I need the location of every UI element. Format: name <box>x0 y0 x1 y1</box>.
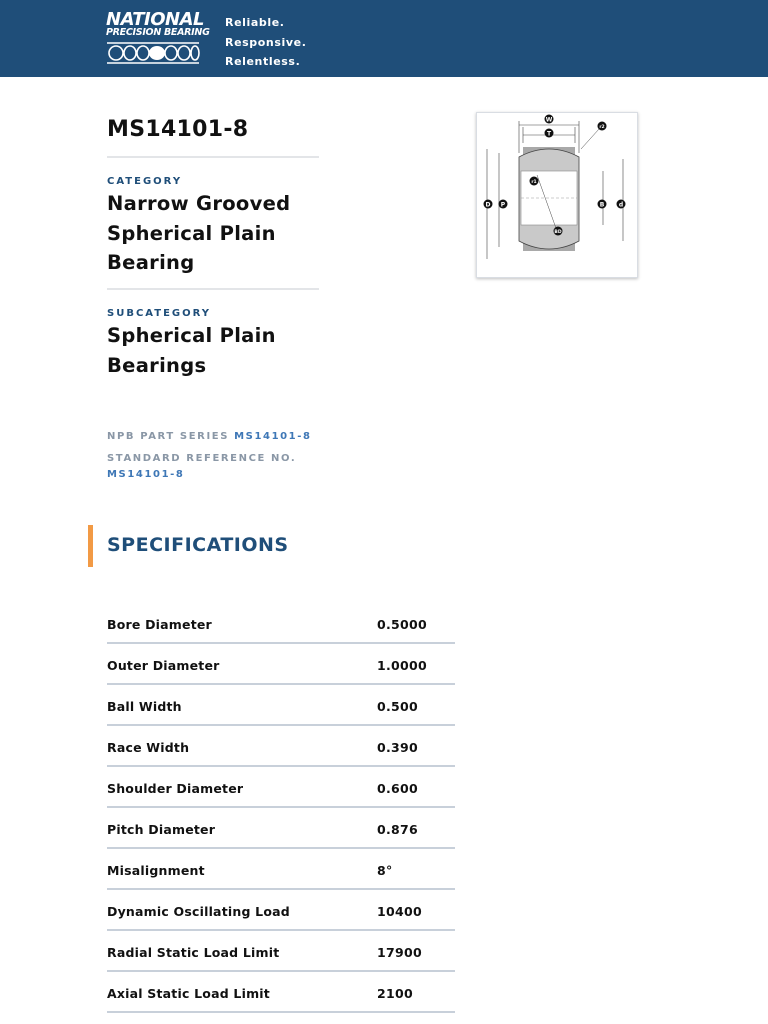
category-value: Narrow Grooved Spherical Plain Bearing <box>107 192 291 274</box>
category-label: CATEGORY <box>107 176 183 187</box>
bearing-diagram <box>476 112 638 278</box>
page-title: MS14101-8 <box>107 117 249 142</box>
tagline-relentless: Relentless. <box>225 55 301 68</box>
diagram-label-r1: r1 <box>531 180 537 185</box>
part-series-line <box>107 431 312 442</box>
part-series-link[interactable]: MS14101-8 <box>234 431 312 442</box>
part-series-label: NPB PART SERIES <box>107 431 229 442</box>
section-accent-bar <box>88 525 93 567</box>
spec-value: 1.0000 <box>377 658 428 673</box>
spec-label: Radial Static Load Limit <box>107 945 280 960</box>
tagline-responsive: Responsive. <box>225 36 307 49</box>
subcategory-value: Spherical Plain Bearings <box>107 324 276 377</box>
divider <box>107 288 319 290</box>
spec-label: Dynamic Oscillating Load <box>107 904 290 919</box>
spec-value: 0.500 <box>377 699 419 714</box>
site-header <box>0 0 768 77</box>
bearing-logo-icon <box>107 41 201 65</box>
table-row <box>107 685 455 726</box>
spec-value: 10400 <box>377 904 422 919</box>
spec-value: 0.600 <box>377 781 419 796</box>
table-row <box>107 603 455 644</box>
table-row <box>107 726 455 767</box>
spec-value: 0.5000 <box>377 617 428 632</box>
spec-label: Bore Diameter <box>107 617 212 632</box>
spec-label: Pitch Diameter <box>107 822 216 837</box>
diagram-label-w: W <box>545 116 553 124</box>
table-row <box>107 767 455 808</box>
spec-value: 8° <box>377 863 393 878</box>
table-row <box>107 972 455 1013</box>
table-row <box>107 808 455 849</box>
diagram-label-d-outer: D <box>485 201 491 209</box>
standard-ref-label: STANDARD REFERENCE NO. <box>107 453 297 464</box>
brand-logo[interactable] <box>106 11 210 67</box>
table-row <box>107 931 455 972</box>
table-row <box>107 849 455 890</box>
specifications-heading: SPECIFICATIONS <box>107 534 289 556</box>
diagram-label-r2: r2 <box>599 125 605 130</box>
spec-label: Axial Static Load Limit <box>107 986 270 1001</box>
spec-value: 17900 <box>377 945 422 960</box>
logo-wordmark: NATIONAL <box>106 9 205 30</box>
logo-subwordmark: PRECISION BEARING <box>106 27 210 38</box>
spec-label: Outer Diameter <box>107 658 220 673</box>
standard-ref-link[interactable]: MS14101-8 <box>107 469 185 480</box>
spec-label: Misalignment <box>107 863 205 878</box>
bearing-cross-section-drawing <box>477 113 637 277</box>
diagram-label-t: T <box>546 130 552 138</box>
spec-value: 2100 <box>377 986 413 1001</box>
spec-value: 0.390 <box>377 740 419 755</box>
spec-value: 0.876 <box>377 822 419 837</box>
diagram-label-b: B <box>599 201 605 209</box>
diagram-label-p: P <box>500 201 506 209</box>
diagram-label-bd: BD <box>554 230 562 235</box>
table-row <box>107 644 455 685</box>
spec-label: Shoulder Diameter <box>107 781 244 796</box>
subcategory-label: SUBCATEGORY <box>107 308 212 319</box>
spec-label: Ball Width <box>107 699 182 714</box>
specifications-table <box>107 603 455 1013</box>
table-row <box>107 890 455 931</box>
spec-label: Race Width <box>107 740 190 755</box>
tagline-reliable: Reliable. <box>225 16 285 29</box>
diagram-label-d-bore: d <box>618 201 624 209</box>
divider <box>107 156 319 158</box>
